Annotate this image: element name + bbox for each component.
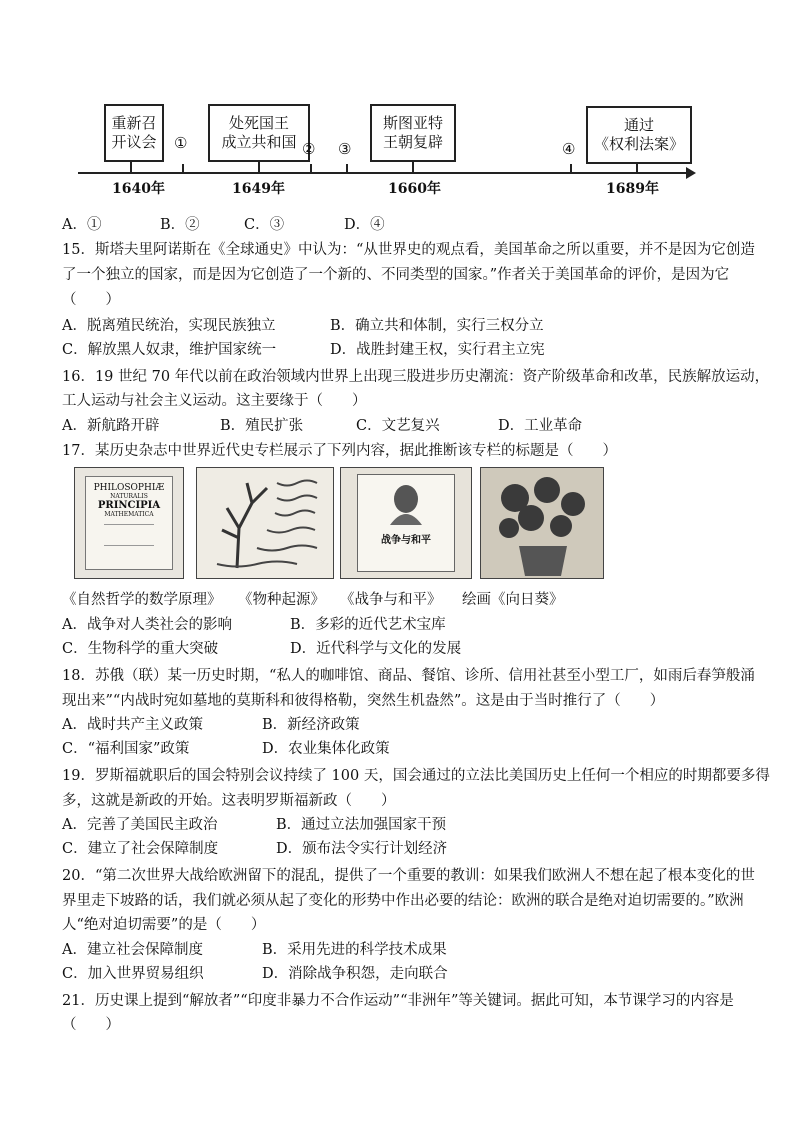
q18-option-d: D．农业集体化政策 bbox=[262, 741, 390, 757]
timeline-box-text: 通过 bbox=[623, 116, 654, 134]
origin-of-species-sketch bbox=[196, 467, 334, 579]
q16-stem: 16．19 世纪 70 年代以前在政治领域内世界上出现三股进步历史潮流：资产阶级革命和改革，民族解放运动， bbox=[62, 369, 770, 385]
q18-stem: 18．苏俄（联）某一历史时期，“私人的咖啡馆、商品、餐馆、诊所、信用社甚至小型工厂，如雨后春笋般涌 bbox=[62, 668, 755, 684]
q15-stem: 了一个独立的国家，而是因为它创造了一个新的、不同类型的国家。”作者关于美国革命的评价，是因为它 bbox=[62, 267, 730, 283]
q20-stem: 界里走下坡路的话，我们就必须从起了变化的形势中作出必要的结论：欧洲的联合是绝对迫切需要的。”欧洲 bbox=[62, 893, 744, 909]
q20-option-c: C．加入世界贸易组织 bbox=[62, 966, 204, 982]
q15-stem: （ ） bbox=[62, 292, 120, 308]
q20-stem: 人“绝对迫切需要”的是（ ） bbox=[62, 917, 266, 933]
q16-option-a: A．新航路开辟 bbox=[62, 418, 160, 434]
q15-option-c: C．解放黑人奴隶，维护国家统一 bbox=[62, 342, 277, 358]
q15-option-a: A．脱离殖民统治，实现民族独立 bbox=[62, 318, 276, 334]
timeline-marker: ① bbox=[174, 134, 188, 152]
timeline-year: 1660年 bbox=[388, 181, 441, 197]
q14-option-b: B．② bbox=[160, 217, 200, 233]
q20-stem: 20．“第二次世界大战给欧洲留下的混乱，提供了一个重要的教训：如果我们欧洲人不想在起了根本变化的世 bbox=[62, 868, 755, 884]
timeline-box-2 bbox=[208, 104, 310, 162]
q15-stem: 15．斯塔夫里阿诺斯在《全球通史》中认为：“从世界史的观点看，美国革命之所以重要，并不是因为它创造 bbox=[62, 242, 755, 258]
timeline-box-text: 重新召 bbox=[111, 114, 157, 132]
q16-option-d: D．工业革命 bbox=[498, 418, 583, 434]
timeline-box-text: 王朝复辟 bbox=[382, 133, 443, 151]
book-title-line: PHILOSOPHIÆ bbox=[93, 483, 165, 493]
q17-caption: 绘画《向日葵》 bbox=[462, 592, 564, 608]
q17-option-d: D．近代科学与文化的发展 bbox=[290, 641, 462, 657]
q17-caption: 《战争与和平》 bbox=[340, 592, 442, 608]
q21-stem: 21．历史课上提到“解放者”“印度非暴力不合作运动”“非洲年”等关键词。据此可知，本节课学习的内容是 bbox=[62, 993, 734, 1009]
q14-option-c: C．③ bbox=[244, 217, 285, 233]
q15-option-b: B．确立共和体制，实行三权分立 bbox=[330, 318, 544, 334]
q15-option-d: D．战胜封建王权，实行君主立宪 bbox=[330, 342, 545, 358]
timeline-marker: ④ bbox=[562, 140, 576, 158]
timeline-box-3 bbox=[370, 104, 456, 162]
q17-option-c: C．生物科学的重大突破 bbox=[62, 641, 219, 657]
q14-option-d: D．④ bbox=[344, 217, 385, 233]
q14-option-a: A．① bbox=[62, 217, 102, 233]
q18-stem: 现出来”“内战时宛如墓地的莫斯科和彼得格勒，突然生机盎然”。这是由于当时推行了（ ） bbox=[62, 693, 665, 709]
war-and-peace-cover bbox=[340, 467, 472, 579]
book-title: 战争与和平 bbox=[381, 535, 431, 546]
q20-option-b: B．采用先进的科学技术成果 bbox=[262, 942, 447, 958]
timeline-marker: ② bbox=[302, 140, 316, 158]
timeline-box-text: 开议会 bbox=[111, 133, 157, 151]
q16-stem: 工人运动与社会主义运动。这主要缘于（ ） bbox=[62, 393, 367, 409]
timeline-box-text: 斯图亚特 bbox=[382, 114, 443, 132]
q19-option-d: D．颁布法令实行计划经济 bbox=[276, 841, 448, 857]
timeline-box-text: 处死国王 bbox=[228, 114, 289, 132]
book-title-line: NATURALIS bbox=[110, 493, 148, 500]
timeline-axis bbox=[78, 172, 690, 174]
q17-stem: 17．某历史杂志中世界近代史专栏展示了下列内容，据此推断该专栏的标题是（ ） bbox=[62, 443, 617, 459]
timeline-box-text: 成立共和国 bbox=[221, 133, 297, 151]
timeline-year: 1640年 bbox=[112, 181, 165, 197]
q18-option-b: B．新经济政策 bbox=[262, 717, 360, 733]
q17-caption: 《物种起源》 bbox=[238, 592, 325, 608]
q18-option-a: A．战时共产主义政策 bbox=[62, 717, 203, 733]
q20-option-a: A．建立社会保障制度 bbox=[62, 942, 203, 958]
timeline-year: 1649年 bbox=[232, 181, 285, 197]
timeline-box-text: 《权利法案》 bbox=[593, 135, 684, 153]
q19-option-a: A．完善了美国民主政治 bbox=[62, 817, 218, 833]
q17-option-a: A．战争对人类社会的影响 bbox=[62, 617, 232, 633]
q16-option-b: B．殖民扩张 bbox=[220, 418, 304, 434]
q18-option-c: C．“福利国家”政策 bbox=[62, 741, 190, 757]
q17-caption: 《自然哲学的数学原理》 bbox=[62, 592, 222, 608]
book-title-line: PRINCIPIA bbox=[97, 500, 161, 511]
book-title-line: MATHEMATICA bbox=[104, 511, 154, 518]
q19-stem: 19．罗斯福就职后的国会特别会议持续了 100 天，国会通过的立法比美国历史上任何一个相应的时期都要多得 bbox=[62, 768, 770, 784]
q20-option-d: D．消除战争积怨，走向联合 bbox=[262, 966, 448, 982]
q21-stem: （ ） bbox=[62, 1017, 120, 1033]
q17-option-b: B．多彩的近代艺术宝库 bbox=[290, 617, 446, 633]
principia-image bbox=[74, 467, 184, 579]
timeline-marker: ③ bbox=[338, 140, 352, 158]
q19-option-b: B．通过立法加强国家干预 bbox=[276, 817, 447, 833]
q19-option-c: C．建立了社会保障制度 bbox=[62, 841, 219, 857]
timeline-year: 1689年 bbox=[606, 181, 659, 197]
timeline-box-4 bbox=[586, 106, 692, 164]
q16-option-c: C．文艺复兴 bbox=[356, 418, 440, 434]
q19-stem: 多，这就是新政的开始。这表明罗斯福新政（ ） bbox=[62, 793, 396, 809]
sunflowers-painting bbox=[480, 467, 604, 579]
timeline-arrow bbox=[686, 167, 696, 179]
timeline-box-1 bbox=[104, 104, 164, 162]
